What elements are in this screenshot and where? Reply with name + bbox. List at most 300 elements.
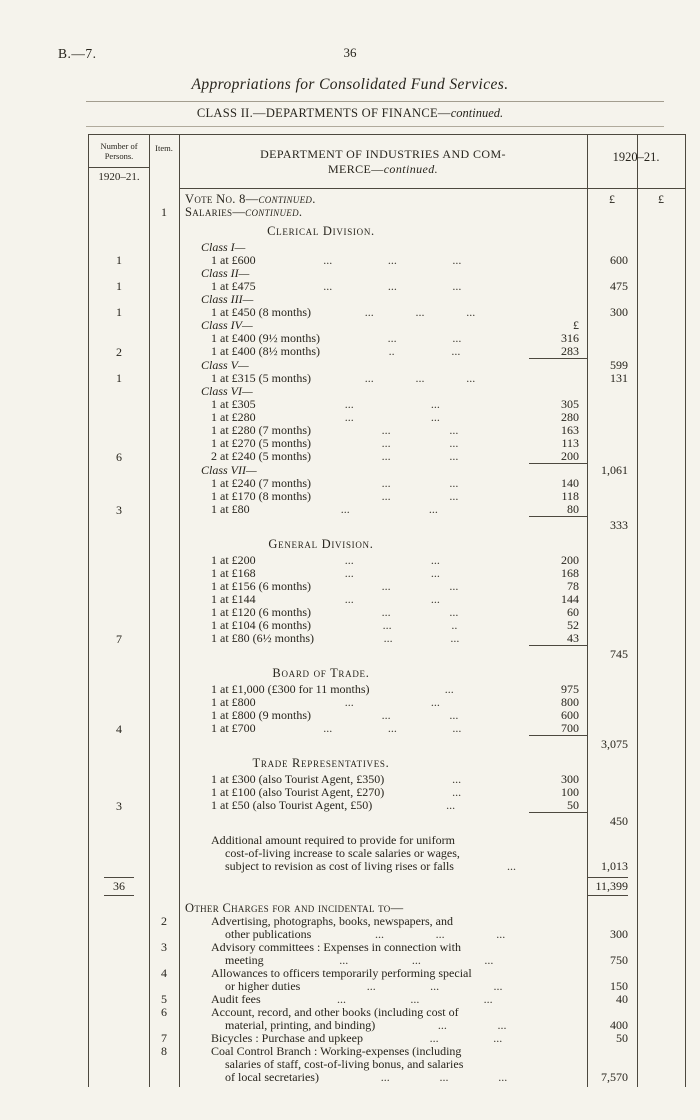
sub-amount: 200 bbox=[529, 450, 587, 464]
amount-col-2-cell bbox=[637, 667, 685, 680]
amount-value: 1,061 bbox=[601, 463, 628, 477]
entry-text: 1 at £280 bbox=[211, 410, 256, 424]
amount-col-1-cell bbox=[587, 799, 637, 813]
description-cell bbox=[179, 722, 587, 736]
dot-group: ... bbox=[381, 437, 391, 450]
dot-group: ... bbox=[415, 372, 425, 385]
amount-col-2-cell bbox=[637, 359, 685, 372]
section-label: Other Charges for and incidental to— bbox=[185, 901, 404, 915]
dot-group: ... bbox=[323, 280, 333, 293]
persons-cell bbox=[89, 372, 149, 385]
para-text: Bicycles : Purchase and upkeep bbox=[211, 1031, 363, 1045]
table-row bbox=[89, 915, 685, 941]
dot-group: ... bbox=[493, 980, 503, 993]
dot-group: ... bbox=[344, 567, 354, 580]
entry-text: 1 at £400 (9½ months) bbox=[211, 331, 320, 345]
dot-group: ... bbox=[483, 993, 493, 1006]
amount-value: 300 bbox=[610, 305, 628, 319]
persons-cell bbox=[89, 411, 149, 424]
sub-amount: 168 bbox=[561, 566, 579, 580]
amount-col-1-cell bbox=[587, 385, 637, 398]
table-row bbox=[89, 646, 685, 661]
dot-group: ... bbox=[466, 372, 476, 385]
amount-col-2-cell bbox=[637, 967, 685, 993]
persons-cell bbox=[89, 813, 149, 828]
entry-line bbox=[211, 709, 587, 722]
amount-col-1-cell bbox=[587, 915, 637, 941]
dot-leader bbox=[311, 424, 529, 437]
amount-value: 400 bbox=[610, 1018, 628, 1032]
class-label: Class VII— bbox=[201, 463, 257, 477]
amount-col-2-cell bbox=[637, 619, 685, 632]
amount-col-1-cell bbox=[587, 319, 637, 332]
persons-cell bbox=[89, 632, 149, 646]
dot-group: ... bbox=[430, 554, 440, 567]
amount-col-1-cell bbox=[587, 554, 637, 567]
sub-amount: 975 bbox=[561, 682, 579, 696]
department-title bbox=[179, 147, 587, 176]
persons-cell bbox=[89, 773, 149, 786]
persons-cell bbox=[89, 464, 149, 477]
dot-group: ... bbox=[382, 619, 392, 632]
description-cell bbox=[179, 1006, 587, 1032]
entry-text: 1 at £120 (6 months) bbox=[211, 605, 311, 619]
amount-col-1-cell bbox=[587, 517, 637, 532]
persons-cell bbox=[89, 538, 149, 551]
item-header-label: Item. bbox=[155, 143, 173, 153]
para-last-line bbox=[225, 860, 587, 873]
amount-col-1-cell bbox=[587, 757, 637, 770]
table-row bbox=[89, 757, 685, 770]
dot-group: ... bbox=[410, 993, 420, 1006]
class-heading bbox=[0, 106, 700, 121]
sub-amount: £ bbox=[573, 318, 579, 332]
table-row bbox=[89, 293, 685, 306]
table-row bbox=[89, 385, 685, 398]
dot-group: ... bbox=[364, 372, 374, 385]
item-cell bbox=[149, 967, 179, 980]
amount-col-2-cell bbox=[637, 696, 685, 709]
dot-group: ... bbox=[339, 954, 349, 967]
description-cell bbox=[179, 915, 587, 941]
amount-col-2-cell bbox=[637, 567, 685, 580]
dot-group: ... bbox=[428, 503, 438, 516]
entry-text: 1 at £168 bbox=[211, 566, 256, 580]
dot-group: ... bbox=[498, 1071, 508, 1084]
amount-col-2-cell bbox=[637, 293, 685, 306]
persons-cell bbox=[89, 722, 149, 736]
dot-group: ... bbox=[497, 1019, 507, 1032]
continued-label: continued bbox=[258, 192, 313, 206]
table-row bbox=[89, 254, 685, 267]
entry-line bbox=[211, 554, 587, 567]
description-cell bbox=[179, 667, 587, 680]
persons-cell bbox=[89, 606, 149, 619]
doc-ref: B.—7. bbox=[58, 46, 97, 61]
dot-group: ... bbox=[449, 606, 459, 619]
amount-col-2-cell bbox=[637, 332, 685, 345]
amount-col-2-cell bbox=[637, 437, 685, 450]
amount-col-1-cell bbox=[587, 606, 637, 619]
table-row bbox=[89, 606, 685, 619]
description-cell bbox=[179, 813, 587, 828]
persons-cell bbox=[89, 332, 149, 345]
dot-group: ... bbox=[449, 709, 459, 722]
persons-count: 1 bbox=[116, 371, 122, 385]
dot-group: ... bbox=[366, 980, 376, 993]
entry-text: 1 at £144 bbox=[211, 592, 256, 606]
dot-group: ... bbox=[381, 450, 391, 463]
persons-cell bbox=[89, 646, 149, 661]
dot-group: ... bbox=[451, 345, 461, 358]
dot-leader bbox=[320, 332, 529, 345]
para-last-line bbox=[225, 1071, 587, 1084]
amount-col-2-cell bbox=[637, 1045, 685, 1084]
persons-cell bbox=[89, 1045, 149, 1084]
amount-col-2-cell bbox=[637, 345, 685, 359]
entry-line bbox=[211, 683, 587, 696]
persons-cell bbox=[89, 319, 149, 332]
dot-group: ... bbox=[381, 580, 391, 593]
entry-text: 1 at £200 bbox=[211, 553, 256, 567]
persons-cell bbox=[89, 477, 149, 490]
table-row bbox=[89, 580, 685, 593]
table-row bbox=[89, 667, 685, 680]
dot-group: ... bbox=[437, 1019, 447, 1032]
amount-col-2-cell bbox=[637, 646, 685, 661]
entry-text: 1 at £80 (6½ months) bbox=[211, 631, 314, 645]
dot-group: ... bbox=[450, 632, 460, 645]
class-label: Class II— bbox=[201, 266, 250, 280]
amount-value: 150 bbox=[610, 979, 628, 993]
table-row bbox=[89, 1045, 685, 1084]
amount-col-1-cell bbox=[587, 372, 637, 385]
persons-count: 3 bbox=[116, 799, 122, 813]
amount-col-2-cell bbox=[637, 757, 685, 770]
amount-col-2-cell bbox=[637, 385, 685, 398]
dot-leader bbox=[314, 632, 529, 645]
persons-cell bbox=[89, 254, 149, 267]
dot-leader bbox=[311, 606, 529, 619]
para-last-line bbox=[225, 980, 587, 993]
amount-col-1-cell bbox=[587, 193, 637, 206]
dot-leader bbox=[311, 709, 529, 722]
table-row bbox=[89, 517, 685, 532]
division-heading: Trade Representatives. bbox=[252, 756, 390, 770]
amount-col-2-cell bbox=[637, 267, 685, 280]
para-text: subject to revision as cost of living rises or falls bbox=[225, 859, 454, 873]
description-cell bbox=[179, 646, 587, 661]
entry-text: 1 at £800 (9 months) bbox=[211, 708, 311, 722]
persons-cell bbox=[89, 306, 149, 319]
amount-col-2-cell bbox=[637, 280, 685, 293]
amount-col-1-cell bbox=[587, 306, 637, 319]
persons-count: 2 bbox=[116, 345, 122, 359]
entry-text: 1 at £50 (also Tourist Agent, £50) bbox=[211, 798, 373, 812]
dot-group: ... bbox=[452, 254, 462, 267]
dot-group: ... bbox=[452, 332, 462, 345]
persons-cell bbox=[89, 667, 149, 680]
sub-amount: 305 bbox=[561, 397, 579, 411]
table-row bbox=[89, 538, 685, 551]
persons-count: 3 bbox=[116, 503, 122, 517]
table-row bbox=[89, 941, 685, 967]
table-row bbox=[89, 786, 685, 799]
persons-header-year: 1920–21. bbox=[98, 171, 140, 183]
amount-col-1-cell bbox=[587, 667, 637, 680]
dot-group: ... bbox=[430, 593, 440, 606]
amount-value: £ bbox=[609, 192, 615, 206]
item-number: 5 bbox=[161, 992, 167, 1006]
amount-col-2-cell bbox=[637, 306, 685, 319]
amount-col-2-cell bbox=[637, 319, 685, 332]
amount-col-2-cell bbox=[637, 683, 685, 696]
para-line: salaries of staff, cost-of-living bonus, and salaries bbox=[225, 1057, 464, 1071]
entry-line bbox=[211, 345, 587, 359]
amount-value: 50 bbox=[616, 1031, 628, 1045]
amount-col-1-cell bbox=[587, 206, 637, 219]
dot-group: ... bbox=[340, 503, 350, 516]
sub-amount: 300 bbox=[561, 772, 579, 786]
dot-group: ... bbox=[444, 683, 454, 696]
entry-line bbox=[211, 632, 587, 646]
amount-col-1-cell bbox=[587, 632, 637, 646]
persons-count: 1 bbox=[116, 279, 122, 293]
table-header bbox=[89, 135, 685, 189]
sub-amount: 100 bbox=[561, 785, 579, 799]
amount-value: 300 bbox=[610, 927, 628, 941]
amount-value: 745 bbox=[610, 647, 628, 661]
table-row bbox=[89, 632, 685, 646]
table-row bbox=[89, 345, 685, 359]
persons-cell bbox=[89, 902, 149, 915]
entry-text: 1 at £600 bbox=[211, 253, 256, 267]
persons-cell bbox=[89, 683, 149, 696]
page-number: 36 bbox=[343, 45, 357, 60]
dot-group: ... bbox=[381, 490, 391, 503]
amount-value: 40 bbox=[616, 992, 628, 1006]
dot-group: ... bbox=[381, 606, 391, 619]
description-cell bbox=[179, 345, 587, 359]
description-cell bbox=[179, 206, 587, 219]
persons-cell bbox=[89, 424, 149, 437]
amount-col-2-cell bbox=[637, 477, 685, 490]
table-row bbox=[89, 267, 685, 280]
para-line: Coal Control Branch : Working-expenses (including bbox=[211, 1044, 462, 1058]
dot-leader bbox=[311, 580, 529, 593]
table-row bbox=[89, 372, 685, 385]
class-label: Class V— bbox=[201, 358, 249, 372]
table-row bbox=[89, 193, 685, 206]
table-row bbox=[89, 967, 685, 993]
dot-group: ... bbox=[496, 928, 506, 941]
division-heading: General Division. bbox=[268, 537, 374, 551]
sub-amount: 140 bbox=[561, 476, 579, 490]
persons-cell bbox=[89, 503, 149, 517]
entry-text: 1 at £100 (also Tourist Agent, £270) bbox=[211, 785, 385, 799]
section-label: Salaries—continued. bbox=[185, 205, 303, 219]
description-cell bbox=[179, 225, 587, 238]
amount-col-1-cell bbox=[587, 424, 637, 437]
persons-cell bbox=[89, 385, 149, 398]
amount-value: 131 bbox=[610, 371, 628, 385]
description-cell bbox=[179, 517, 587, 532]
entry-text: 1 at £156 (6 months) bbox=[211, 579, 311, 593]
description-cell bbox=[179, 799, 587, 813]
entry-line bbox=[211, 503, 587, 517]
table-row bbox=[89, 477, 685, 490]
dot-leader bbox=[311, 306, 529, 319]
persons-count: 36 bbox=[104, 877, 134, 896]
dot-leader bbox=[370, 683, 529, 696]
dot-group: ... bbox=[380, 1071, 390, 1084]
dot-group: ... bbox=[449, 490, 459, 503]
amount-col-2-cell bbox=[637, 411, 685, 424]
dot-group: ... bbox=[506, 860, 516, 873]
table-row bbox=[89, 877, 685, 896]
entry-line bbox=[211, 398, 587, 411]
department-title-line2 bbox=[179, 162, 587, 177]
class-heading-continued: continued. bbox=[450, 106, 504, 120]
entry-text: 1 at £1,000 (£300 for 11 months) bbox=[211, 682, 370, 696]
persons-cell bbox=[89, 877, 149, 896]
dot-leader bbox=[375, 1019, 587, 1032]
table-row bbox=[89, 709, 685, 722]
amount-col-1-cell bbox=[587, 813, 637, 828]
section-label: Vote No. 8—continued. bbox=[185, 192, 316, 206]
amount-col-2-cell bbox=[637, 398, 685, 411]
amount-col-2-cell bbox=[637, 993, 685, 1006]
amount-col-2-cell bbox=[637, 915, 685, 941]
amount-value: 3,075 bbox=[601, 737, 628, 751]
description-cell bbox=[179, 834, 587, 873]
para-line: Allowances to officers temporarily performing special bbox=[211, 966, 472, 980]
amount-col-1-cell bbox=[587, 722, 637, 736]
sub-amount: 60 bbox=[567, 605, 579, 619]
sub-amount: 163 bbox=[561, 423, 579, 437]
table-row bbox=[89, 554, 685, 567]
dot-leader bbox=[256, 398, 529, 411]
dot-leader bbox=[256, 254, 529, 267]
persons-cell bbox=[89, 437, 149, 450]
amount-value: 600 bbox=[610, 253, 628, 267]
dot-group: ... bbox=[430, 980, 440, 993]
persons-header-cell bbox=[89, 135, 149, 183]
entry-line bbox=[211, 580, 587, 593]
entry-line bbox=[211, 490, 587, 503]
amount-col-2-cell bbox=[637, 736, 685, 751]
para-line: Account, record, and other books (including cost of bbox=[211, 1005, 459, 1019]
table-row bbox=[89, 593, 685, 606]
item-number: 8 bbox=[161, 1044, 167, 1058]
persons-count: 6 bbox=[116, 450, 122, 464]
item-number: 4 bbox=[161, 966, 167, 980]
amount-col-1-cell bbox=[587, 834, 637, 873]
entry-text: 1 at £450 (8 months) bbox=[211, 305, 311, 319]
amount-col-2-cell bbox=[637, 941, 685, 967]
para-text: or higher duties bbox=[225, 979, 301, 993]
item-number: 1 bbox=[161, 205, 167, 219]
amount-col-2-cell bbox=[637, 813, 685, 828]
persons-cell bbox=[89, 398, 149, 411]
amount-col-1-cell bbox=[587, 877, 637, 896]
entry-text: 1 at £315 (5 months) bbox=[211, 371, 311, 385]
persons-cell bbox=[89, 941, 149, 967]
dot-group: ... bbox=[430, 696, 440, 709]
amount-col-2-cell bbox=[637, 709, 685, 722]
dot-group: ... bbox=[452, 722, 462, 735]
entry-text: 1 at £400 (8½ months) bbox=[211, 344, 320, 358]
dot-group: ... bbox=[336, 993, 346, 1006]
persons-cell bbox=[89, 225, 149, 238]
amount-col-1-cell bbox=[587, 477, 637, 490]
dot-leader bbox=[319, 1071, 587, 1084]
dot-leader bbox=[256, 280, 529, 293]
dot-group: ... bbox=[323, 722, 333, 735]
amount-value: 333 bbox=[610, 518, 628, 532]
amount-col-1-cell bbox=[587, 736, 637, 751]
amount-col-1-cell bbox=[587, 786, 637, 799]
dot-group: ... bbox=[411, 954, 421, 967]
dot-group: ... bbox=[383, 632, 393, 645]
running-title: Appropriations for Consolidated Fund Services. bbox=[191, 76, 509, 93]
amount-col-1-cell bbox=[587, 683, 637, 696]
entry-line bbox=[211, 799, 587, 813]
amount-col-2-cell bbox=[637, 722, 685, 736]
dot-leader bbox=[311, 372, 529, 385]
amount-value: 1,013 bbox=[601, 859, 628, 873]
dot-group: ... bbox=[449, 580, 459, 593]
amount-value: £ bbox=[658, 192, 664, 206]
amount-col-1-cell bbox=[587, 411, 637, 424]
amount-col-2-cell bbox=[637, 593, 685, 606]
dot-group: ... bbox=[323, 254, 333, 267]
amount-col-1-cell bbox=[587, 941, 637, 967]
entry-line bbox=[211, 372, 587, 385]
amount-col-1-cell bbox=[587, 773, 637, 786]
dot-group: ... bbox=[387, 280, 397, 293]
class-heading-text: CLASS II.—DEPARTMENTS OF FINANCE— bbox=[196, 106, 451, 120]
entry-text: 1 at £240 (7 months) bbox=[211, 476, 311, 490]
dot-group: ... bbox=[452, 280, 462, 293]
amount-col-2-cell bbox=[637, 254, 685, 267]
dot-group: ... bbox=[387, 332, 397, 345]
dot-group: ... bbox=[449, 477, 459, 490]
appropriations-table bbox=[88, 134, 686, 1087]
department-title-line1: DEPARTMENT OF INDUSTRIES AND COM- bbox=[260, 147, 506, 161]
dot-leader bbox=[256, 554, 529, 567]
table-row bbox=[89, 799, 685, 813]
amount-col-1-cell bbox=[587, 902, 637, 915]
entry-text: 1 at £800 bbox=[211, 695, 256, 709]
persons-count: 7 bbox=[116, 632, 122, 646]
table-row bbox=[89, 280, 685, 293]
item-cell bbox=[149, 1006, 179, 1019]
entry-text: 1 at £280 (7 months) bbox=[211, 423, 311, 437]
persons-cell bbox=[89, 593, 149, 606]
amount-col-1-cell bbox=[587, 709, 637, 722]
table-row bbox=[89, 450, 685, 464]
amount-col-2-cell bbox=[637, 554, 685, 567]
amount-col-1-cell bbox=[587, 503, 637, 517]
year-header: 1920–21. bbox=[612, 150, 660, 164]
amount-col-1-cell bbox=[587, 254, 637, 267]
sub-amount: 283 bbox=[529, 345, 587, 359]
amount-col-1-cell bbox=[587, 1032, 637, 1045]
dot-group: ... bbox=[435, 928, 445, 941]
table-row bbox=[89, 359, 685, 372]
dot-group: ... bbox=[429, 1032, 439, 1045]
